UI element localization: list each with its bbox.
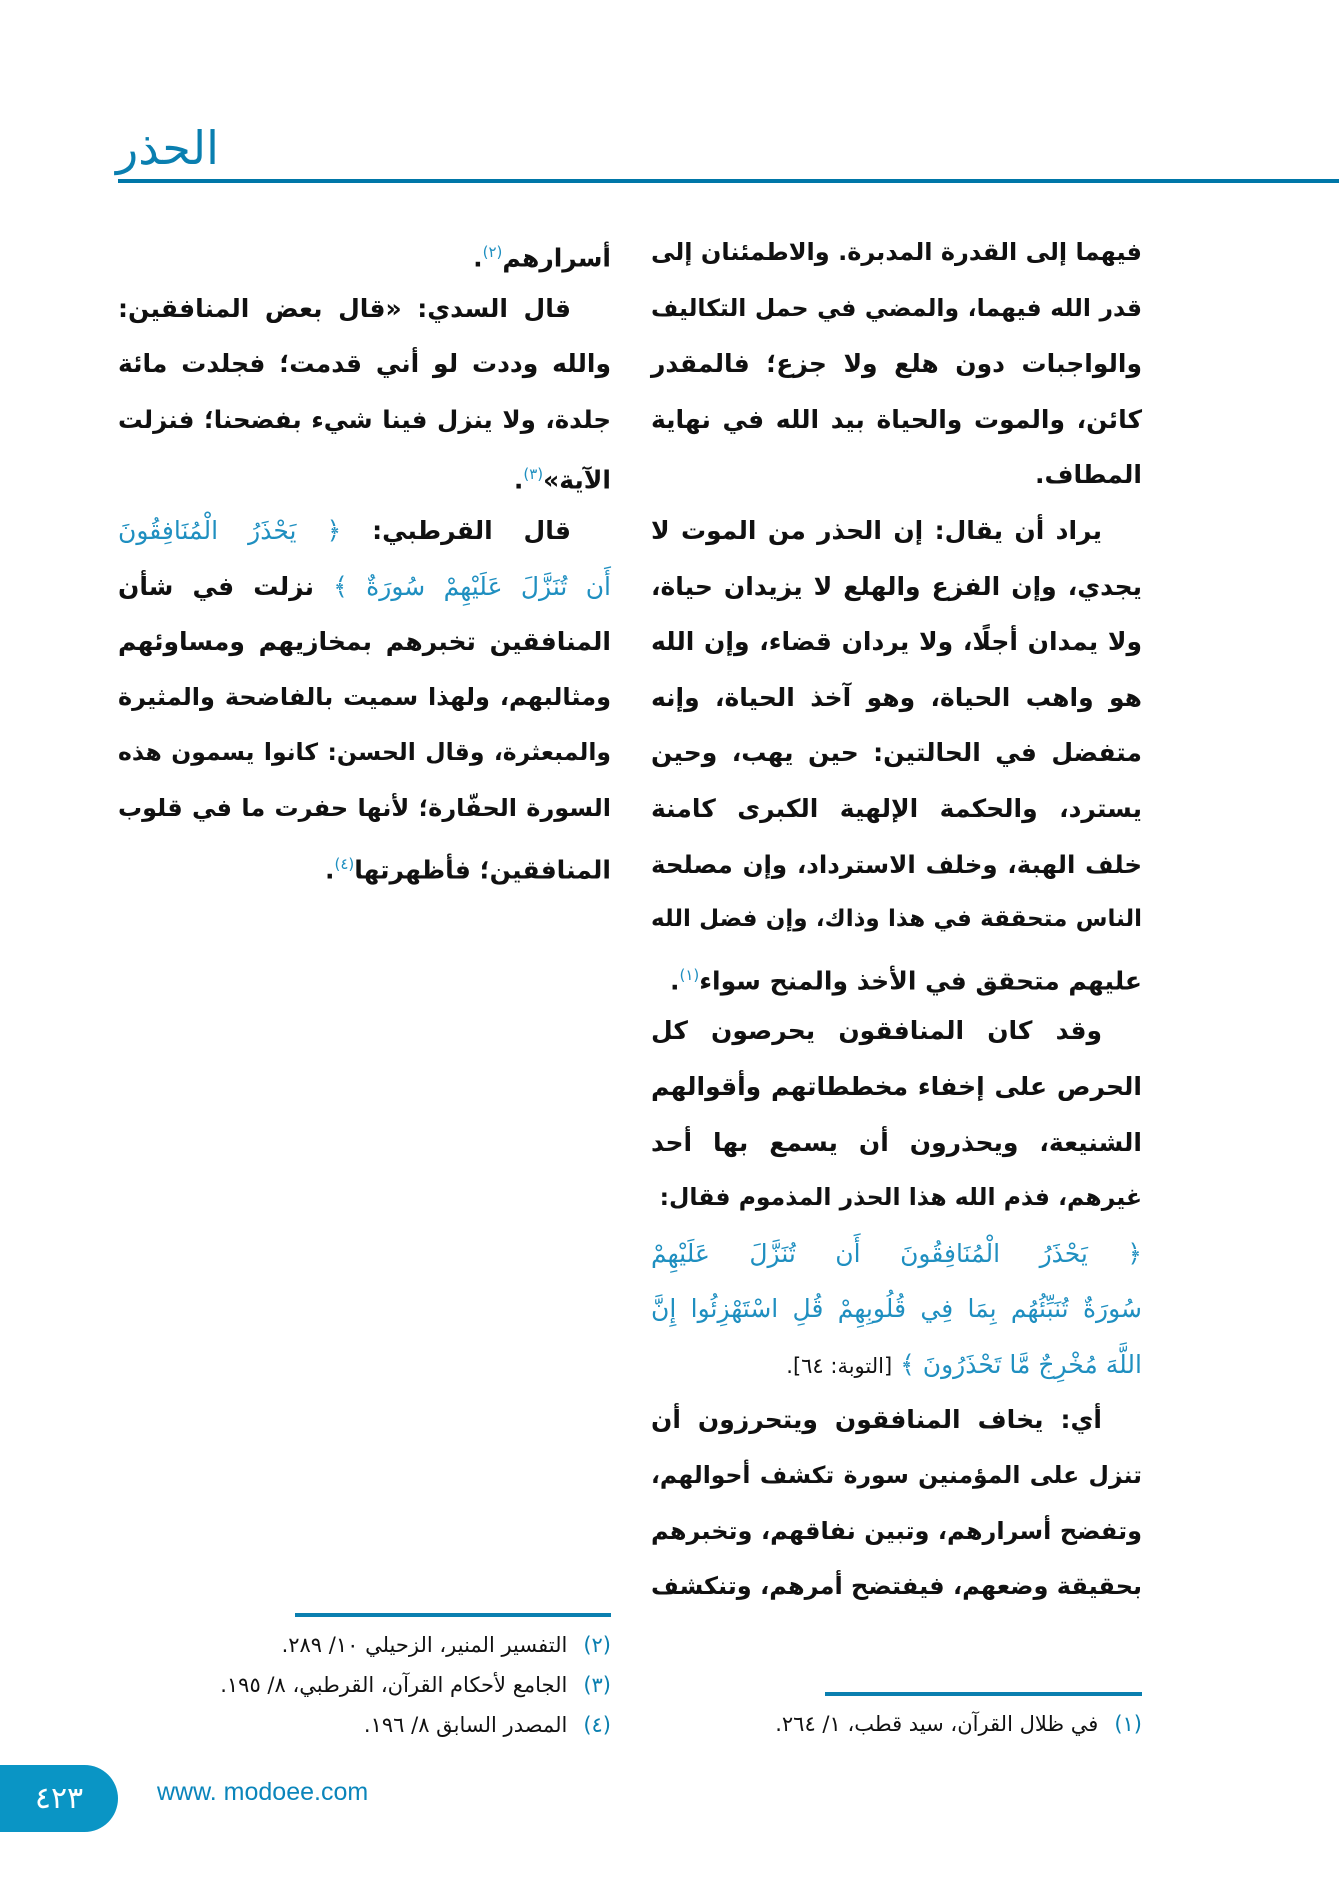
- text-segment: وقد كان المنافقون يحرصون كل: [651, 1016, 1102, 1046]
- text-line: [118, 614, 611, 670]
- text-segment: قدر الله فيهما، والمضي في حمل التكاليف: [651, 293, 1142, 322]
- footnote-divider-right: [825, 1692, 1142, 1696]
- text-segment: المنافقين تخبرهم بمخازيهم ومساوئهم: [118, 627, 611, 657]
- left-text-column: [118, 225, 611, 892]
- footnote-text: التفسير المنير، الزحيلي ١٠/ ٢٨٩.: [281, 1633, 568, 1657]
- text-segment: يجدي، وإن الفزع والهلع لا يزيدان حياة،: [651, 571, 1142, 601]
- text-line: [651, 336, 1142, 392]
- footnote-reference[interactable]: (٢): [482, 243, 503, 261]
- text-segment: نزلت في شأن: [118, 571, 334, 601]
- website-link[interactable]: www. modoee.com: [157, 1778, 369, 1806]
- text-segment: ولا يمدان أجلًا، ولا يردان قضاء، وإن الله: [651, 627, 1142, 657]
- text-line: [118, 392, 611, 448]
- text-segment: .: [325, 854, 335, 884]
- text-line: [651, 1337, 1142, 1393]
- quran-text: ﴿ يَحْذَرُ الْمُنَافِقُونَ: [118, 515, 342, 545]
- chapter-title: الحذر: [116, 121, 219, 175]
- text-line: [118, 670, 611, 726]
- footnote-text: المصدر السابق ٨/ ١٩٦.: [363, 1713, 568, 1737]
- text-line: [651, 670, 1142, 726]
- text-segment: الحرص على إخفاء مخططاتهم وأقوالهم: [651, 1071, 1142, 1101]
- text-line: [118, 781, 611, 837]
- text-segment: الشنيعة، ويحذرون أن يسمع بها أحد: [651, 1127, 1142, 1157]
- text-line: [651, 1003, 1142, 1059]
- text-line: [651, 447, 1142, 503]
- page-number: ٤٢٣: [0, 1765, 118, 1832]
- footnote: [651, 1704, 1142, 1744]
- text-segment: عليهم متحقق في الأخذ والمنح سواء: [699, 966, 1142, 996]
- right-text-column: [651, 225, 1142, 1615]
- text-line: [651, 1170, 1142, 1226]
- footnote: [118, 1705, 611, 1745]
- text-segment: والمبعثرة، وقال الحسن: كانوا يسمون هذه: [118, 738, 611, 767]
- paragraph: [651, 1392, 1142, 1614]
- quran-text: ﴿ يَحْذَرُ الْمُنَافِقُونَ أَن تُنَزَّلَ عَلَيْهِمْ: [651, 1238, 1142, 1268]
- quran-text: اللَّهَ مُخْرِجٌ مَّا تَحْذَرُونَ ﴾: [892, 1349, 1142, 1379]
- text-line: [651, 559, 1142, 615]
- text-segment: السورة الحفّارة؛ لأنها حفرت ما في قلوب: [118, 793, 611, 822]
- footnote: [118, 1665, 611, 1705]
- text-segment: قال السدي: «قال بعض المنافقين:: [118, 293, 571, 323]
- footnote: [118, 1625, 611, 1665]
- paragraph: [118, 503, 611, 892]
- paragraph: [118, 281, 611, 503]
- text-line: [651, 1559, 1142, 1615]
- text-line: [651, 1059, 1142, 1115]
- text-line: [118, 225, 611, 281]
- text-line: [118, 281, 611, 337]
- text-line: [118, 336, 611, 392]
- text-segment: الناس متحققة في هذا وذاك، وإن فضل الله: [651, 906, 1142, 933]
- text-line: [118, 447, 611, 503]
- text-line: [651, 1392, 1142, 1448]
- footnote-number: (٣): [583, 1673, 611, 1697]
- footnote-number: (٤): [583, 1713, 611, 1737]
- text-segment: غيرهم، فذم الله هذا الحذر المذموم فقال:: [659, 1183, 1142, 1212]
- text-line: [651, 1448, 1142, 1504]
- quran-text: أَن تُنَزَّلَ عَلَيْهِمْ سُورَةٌ ﴾: [333, 571, 611, 601]
- text-line: [651, 392, 1142, 448]
- text-line: [651, 503, 1142, 559]
- text-line: [651, 781, 1142, 837]
- text-line: [651, 225, 1142, 281]
- text-segment: يراد أن يقال: إن الحذر من الموت لا: [651, 515, 1102, 545]
- paragraph: [118, 225, 611, 281]
- text-line: [651, 892, 1142, 948]
- text-segment: أي: يخاف المنافقون ويتحرزون أن: [651, 1405, 1102, 1435]
- text-segment: خلف الهبة، وخلف الاسترداد، وإن مصلحة: [651, 849, 1142, 879]
- text-segment: المطاف.: [1035, 460, 1142, 490]
- text-segment: ومثالبهم، ولهذا سميت بالفاضحة والمثيرة: [118, 682, 611, 711]
- text-line: [651, 725, 1142, 781]
- paragraph: [651, 503, 1142, 1003]
- text-segment: والله وددت لو أني قدمت؛ فجلدت مائة: [118, 349, 611, 379]
- text-segment: الآية»: [543, 465, 611, 495]
- text-line: [118, 725, 611, 781]
- text-segment: والواجبات دون هلع ولا جزع؛ فالمقدر: [651, 349, 1142, 379]
- paragraph: [651, 225, 1142, 503]
- footnotes-left: [118, 1625, 611, 1745]
- text-segment: كائن، والموت والحياة بيد الله في نهاية: [651, 404, 1142, 434]
- text-line: [651, 1504, 1142, 1560]
- text-segment: أسرارهم: [502, 243, 611, 273]
- text-line: [118, 837, 611, 893]
- footnote-reference[interactable]: (١): [679, 965, 700, 984]
- verse-citation: [التوبة: ٦٤].: [786, 1353, 893, 1378]
- paragraph: [651, 1003, 1142, 1225]
- footnotes-right: [651, 1704, 1142, 1744]
- footnote-number: (١): [1114, 1712, 1142, 1736]
- text-line: [651, 948, 1142, 1004]
- header-divider: [118, 179, 1339, 183]
- quran-verse: [651, 1226, 1142, 1393]
- footnote-text: الجامع لأحكام القرآن، القرطبي، ٨/ ١٩٥.: [220, 1673, 568, 1697]
- footnote-text: في ظلال القرآن، سيد قطب، ١/ ٢٦٤.: [775, 1712, 1099, 1736]
- footnote-number: (٢): [583, 1633, 611, 1657]
- text-segment: يسترد، والحكمة الإلهية الكبرى كامنة: [651, 793, 1142, 823]
- text-segment: بحقيقة وضعهم، فيفتضح أمرهم، وتنكشف: [651, 1572, 1142, 1601]
- text-line: [118, 559, 611, 615]
- text-segment: .: [669, 966, 680, 996]
- text-segment: وتفضح أسرارهم، وتبين نفاقهم، وتخبرهم: [651, 1516, 1142, 1545]
- text-segment: .: [513, 465, 524, 495]
- text-segment: المنافقين؛ فأظهرتها: [354, 854, 611, 884]
- text-line: [651, 1281, 1142, 1337]
- text-segment: جلدة، ولا ينزل فينا شيء بفضحنا؛ فنزلت: [118, 404, 611, 434]
- text-segment: .: [473, 243, 483, 273]
- footnote-divider-left: [295, 1613, 611, 1617]
- text-line: [651, 1226, 1142, 1282]
- text-segment: تنزل على المؤمنين سورة تكشف أحوالهم،: [651, 1461, 1142, 1490]
- footnote-reference[interactable]: (٤): [334, 854, 355, 873]
- text-line: [118, 503, 611, 559]
- text-segment: متفضل في الحالتين: حين يهب، وحين: [651, 738, 1142, 768]
- text-segment: قال القرطبي:: [341, 515, 571, 545]
- text-line: [651, 837, 1142, 893]
- quran-text: سُورَةٌ تُنَبِّئُهُم بِمَا فِي قُلُوبِهِمْ قُلِ اسْتَهْزِئُوا إِنَّ: [651, 1294, 1142, 1324]
- text-segment: فيهما إلى القدرة المدبرة. والاطمئنان إلى: [651, 238, 1142, 266]
- text-line: [651, 614, 1142, 670]
- text-segment: هو واهب الحياة، وهو آخذ الحياة، وإنه: [651, 682, 1142, 712]
- footnote-reference[interactable]: (٣): [523, 465, 544, 484]
- text-line: [651, 281, 1142, 337]
- text-line: [651, 1115, 1142, 1171]
